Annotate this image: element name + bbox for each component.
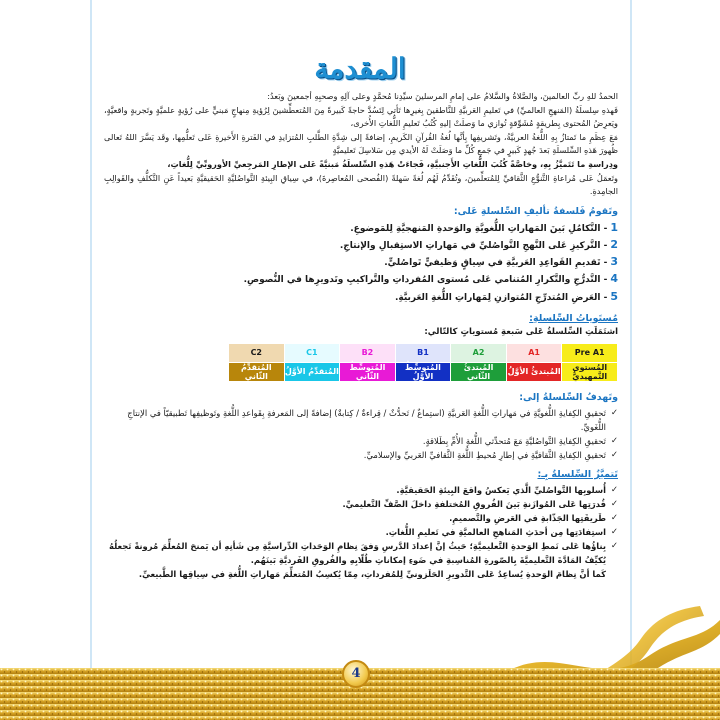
item-text: تَحقيقِ الكِفايةِ الثَّقافيَّةِ في إطارِ مُحيطِ اللُّغةِ الثَّقافيِّ العَربيِّ والإسلاميِّ. — [363, 449, 606, 460]
item-text: العَرضِ المُتدرِّجِ المُتوازنِ لِمَهاراتِ اللُّغةِ العَربيَّةِ. — [394, 292, 601, 303]
goals-heading: وتَهدفُ السِّلسلةُ إلى: — [519, 391, 618, 403]
item-number: 1 — [610, 220, 618, 234]
level-code: C1 — [284, 343, 340, 362]
level-code: A2 — [451, 343, 507, 362]
list-item — [104, 271, 618, 288]
level-name: المُتوسِّطُ الثّاني — [340, 362, 396, 381]
intro-line: وتَعمَلُ عَلى مُراعاةِ التَّنوُّعِ الثَّقافيِّ لِلمُتعلِّمينَ، وتُقَدِّمُ لَهُم لُغةً سَهلةً (الفُصحى المُعاصِرةَ)، في سِياقِ البِيئةِ التَّواصُليَّةِ الحَقيقيَّةِ بَعيداً عَنِ التَّكلُّفِ والقَوالِبِ الجامِدةِ. — [104, 172, 618, 197]
features-heading-text: تَتميَّزُ السِّلسلةُ بِـ: — [537, 468, 618, 480]
levels-code-row — [229, 343, 618, 362]
check-icon: ✓ — [610, 540, 618, 551]
item-number: 3 — [610, 255, 618, 269]
check-icon: ✓ — [610, 407, 618, 418]
item-number: 5 — [610, 289, 618, 303]
item-dash: - — [600, 275, 608, 286]
item-number: 2 — [610, 237, 618, 251]
level-code: B2 — [340, 343, 396, 362]
item-text: التَّدرُّجِ والتَّكرارِ المُتنامي عَلى مُستوى المُفرداتِ والتَّراكيبِ وتَدويرِها في النُّصوصِ. — [243, 275, 601, 286]
item-dash: - — [600, 240, 608, 251]
list-item — [104, 237, 618, 254]
intro-text — [104, 90, 618, 199]
intro-line: فَهذهِ سِلسلَةُ (المَنهجِ العالميِّ) في تَعليمِ العَربيَّةِ للنَّاطقينَ بِغيرِها تَأتي لِتَسُدَّ حاجةً كَبيرةً مِنَ المُتعطِّشينَ لِرُؤيةِ مِنهاجٍ مَبنيٍّ على رُؤيةٍ علميَّةٍ وتَجربةٍ واقعيَّةٍ، ويَعرِضُ المُحتوى بِطريقةٍ مُشَوِّقةٍ تُوازي ما وَصلَتْ إليهِ كُتُبُ تَعليمِ اللُّغاتِ الأُخرى، — [104, 104, 618, 129]
list-item — [104, 406, 618, 434]
list-item — [104, 434, 618, 448]
check-icon: ✓ — [610, 526, 618, 537]
features-heading — [104, 469, 618, 480]
item-number: 4 — [610, 272, 618, 286]
item-text: قُدرَتِها عَلى المُوازَنةِ بَينَ الفُروقِ المُختلفةِ داخلَ الصَّفِّ التَّعليميِّ. — [342, 498, 606, 509]
page-title: المقدمة — [314, 52, 406, 85]
level-name: المُستوى التَّمهيديُّ — [562, 362, 618, 381]
item-text: طَريقَتِها الجَذّابةِ في العَرضِ والتَّصميمِ. — [449, 512, 606, 523]
goals-list — [104, 406, 618, 462]
item-text: أُسلوبِها التَّواصُليِّ الَّذي يَعكسُ واقعَ البِيئةِ الحَقيقيَّةِ. — [396, 484, 606, 495]
list-item — [104, 483, 618, 497]
check-icon: ✓ — [610, 449, 618, 460]
levels-heading-text: مُستَوياتُ السِّلسلةِ: — [529, 312, 618, 324]
level-code: Pre A1 — [562, 343, 618, 362]
item-text: تَقديمِ القَواعِدِ العَربيَّةِ في سِياقٍ وَظيفيٍّ تَواصُليٍّ. — [384, 258, 601, 269]
closing-paragraph: كَما أنَّ نِظامَ الوَحدةِ يُساعِدُ عَلى التَّدويرِ الحَلَزونيِّ لِلمُفرداتِ، مِمّا يُكسِبُ المُتعلِّمَ مَهاراتِ اللُّغةِ في سِياقِها الطَّبيعيِّ. — [138, 568, 606, 579]
list-item — [104, 254, 618, 271]
intro-line: ودِراسةِ ما تَتَميَّزُ بِهِ، وخاصَّةً كُتُبَ اللُّغاتِ الأَجنبيَّةِ، فَجاءَتْ هَذهِ السِّلسلَةُ مَبنيَّةً عَلى الإطارِ المَرجِعيِّ الأوروبِّيِّ لِلُّغاتِ، — [167, 158, 618, 169]
item-text: استِفادَتِها مِن أحدَثِ المَناهجِ العالميَّةِ في تَعليمِ اللُّغاتِ. — [385, 526, 606, 537]
content — [104, 90, 618, 581]
level-name: المُتقدِّمُ الثّاني — [229, 362, 285, 381]
item-dash: - — [600, 292, 608, 303]
levels-table — [228, 343, 618, 382]
list-item — [104, 497, 618, 511]
level-name: المُتقدِّمُ الأوَّلُ — [284, 362, 340, 381]
item-text: التَّركيزِ عَلى النَّهجِ التَّواصُليِّ في مَهاراتِ الاستِقبالِ والإنتاجِ. — [339, 240, 601, 251]
check-icon: ✓ — [610, 484, 618, 495]
check-icon: ✓ — [610, 512, 618, 523]
philosophy-list — [104, 220, 618, 306]
level-name: المُبتدئُ الثّاني — [451, 362, 507, 381]
level-code: C2 — [229, 343, 285, 362]
philosophy-heading: وتَقومُ فَلسفةُ تأليفِ السِّلسلةِ عَلى: — [453, 205, 618, 217]
intro-line: مَعَ عِظَمِ ما تَمتازُ بِهِ اللُّغةُ العربيَّةُ، وتَشريفِها بِأنَّها لُغةُ القُرآنِ الكَريمِ، إضافةً إلى شِدَّةِ الطَّلبِ المُتزايدِ في الفَترةِ الأَخيرةِ عَلى تَعلُّمِها، وقَد يَسَّرَ اللهُ تَعالى ظُهورَ هَذهِ السِّلسلَةِ بَعدَ جُهدٍ كَبيرٍ في جَمعِ كُلِّ ما وَصَلَتْ لَهُ الأيدي مِن سَلاسِلَ تَعليميَّةٍ — [104, 131, 618, 156]
item-dash: - — [600, 223, 608, 234]
intro-line: الحمدُ للهِ ربِّ العالمينَ، والصَّلاةُ والسَّلامُ على إمامِ المرسلينَ سيِّدِنا مُحمَّدٍ وعلى آلِهِ وصحبِهِ أجمعينَ وبَعدُ: — [267, 91, 618, 101]
item-text: تَحقيقِ الكِفايةِ التَّواصُليَّةِ مَعَ مُتحدِّثي اللُّغةِ الأُمِّ بِطَلاقةٍ. — [422, 435, 606, 446]
levels-name-row — [229, 362, 618, 381]
list-item — [104, 539, 618, 567]
list-item — [104, 511, 618, 525]
title-area — [0, 52, 720, 85]
levels-intro: اشتَمَلَتِ السِّلسلةُ عَلى سَبعةِ مُستوياتٍ كالتّالي: — [424, 326, 618, 337]
check-icon: ✓ — [610, 435, 618, 446]
check-icon: ✓ — [610, 498, 618, 509]
level-name: المُبتدئُ الأوَّلُ — [506, 362, 562, 381]
item-text: التَّكامُلِ بَينَ المَهاراتِ اللُّغويَّةِ والوَحدةِ المَنهجيَّةِ لِلمَوضوعِ. — [350, 223, 601, 234]
features-list — [104, 483, 618, 567]
levels-heading — [104, 313, 618, 324]
item-dash: - — [600, 258, 608, 269]
level-code: A1 — [506, 343, 562, 362]
list-item — [104, 220, 618, 237]
level-code: B1 — [395, 343, 451, 362]
list-item — [104, 289, 618, 306]
level-name: المُتوسِّطُ الأوَّلُ — [395, 362, 451, 381]
list-item — [104, 525, 618, 539]
page-number-badge: 4 — [342, 660, 370, 688]
item-text: بِناؤُها عَلى نَمطِ الوَحدةِ التَّعليميَّةِ؛ حَيثُ إنَّ إعدادَ الدَّرسِ وَفقَ نِظامِ الوَحَداتِ الدِّراسيَّةِ مِن شَأنِهِ أن يَمنحَ المُعلِّمَ مُرونةً تَجعلُهُ يُكيِّفُ المَادَّةَ التَّعليميَّةَ بِالصّورةِ المُناسِبةِ في ضَوءِ إمكاناتِ طُلّابِهِ والفُروقِ الفَرديَّةِ بَينَهُم. — [109, 540, 606, 565]
item-text: تَحقيقِ الكِفايةِ اللُّغويَّةِ في مَهاراتِ اللُّغةِ العَربيَّةِ (استِماعٌ / تَحدُّثٌ / قِراءةٌ / كِتابةٌ) إضافةً إلى المَعرفةِ بِقَواعدِ اللُّغةِ وتَوظيفِها تَطبيقيّاً في الإنتاجِ اللُّغَويِّ. — [127, 407, 606, 432]
list-item — [104, 448, 618, 462]
